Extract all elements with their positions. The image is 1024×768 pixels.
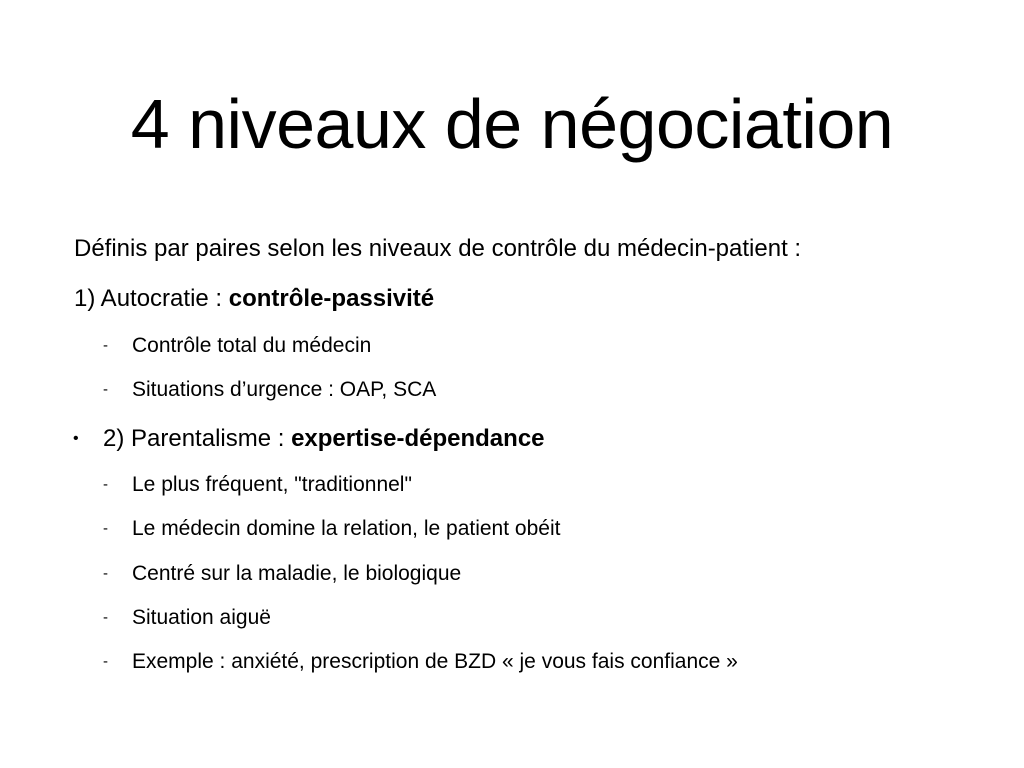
list-item: Le plus fréquent, "traditionnel" — [132, 473, 412, 496]
list-item: Contrôle total du médecin — [132, 334, 372, 357]
list-item: Le médecin domine la relation, le patient obéit — [132, 517, 561, 540]
dash-marker: - — [103, 653, 108, 670]
bullet-dot-icon: • — [73, 430, 79, 447]
dash-marker: - — [103, 520, 108, 537]
section-label: 2) Parentalisme : — [103, 425, 292, 452]
section-emphasis: expertise-dépendance — [291, 425, 545, 452]
dash-marker: - — [103, 381, 108, 398]
list-item: Exemple : anxiété, prescription de BZD « je vous fais confiance » — [132, 650, 738, 673]
dash-marker: - — [103, 337, 108, 354]
list-item: Situations d’urgence : OAP, SCA — [132, 378, 437, 401]
list-item: Situation aiguë — [132, 606, 271, 629]
slide-title: 4 niveaux de négociation — [130, 85, 894, 163]
list-item: Centré sur la maladie, le biologique — [132, 562, 462, 585]
dash-marker: - — [103, 609, 108, 626]
section-autocratie-heading — [74, 284, 434, 314]
section-emphasis: contrôle-passivité — [228, 285, 435, 312]
dash-marker: - — [103, 476, 108, 493]
section-parentalisme-heading — [103, 424, 545, 454]
dash-marker: - — [103, 565, 108, 582]
section-label: 1) Autocratie : — [74, 285, 229, 312]
intro-text: Définis par paires selon les niveaux de contrôle du médecin-patient : — [74, 235, 802, 262]
